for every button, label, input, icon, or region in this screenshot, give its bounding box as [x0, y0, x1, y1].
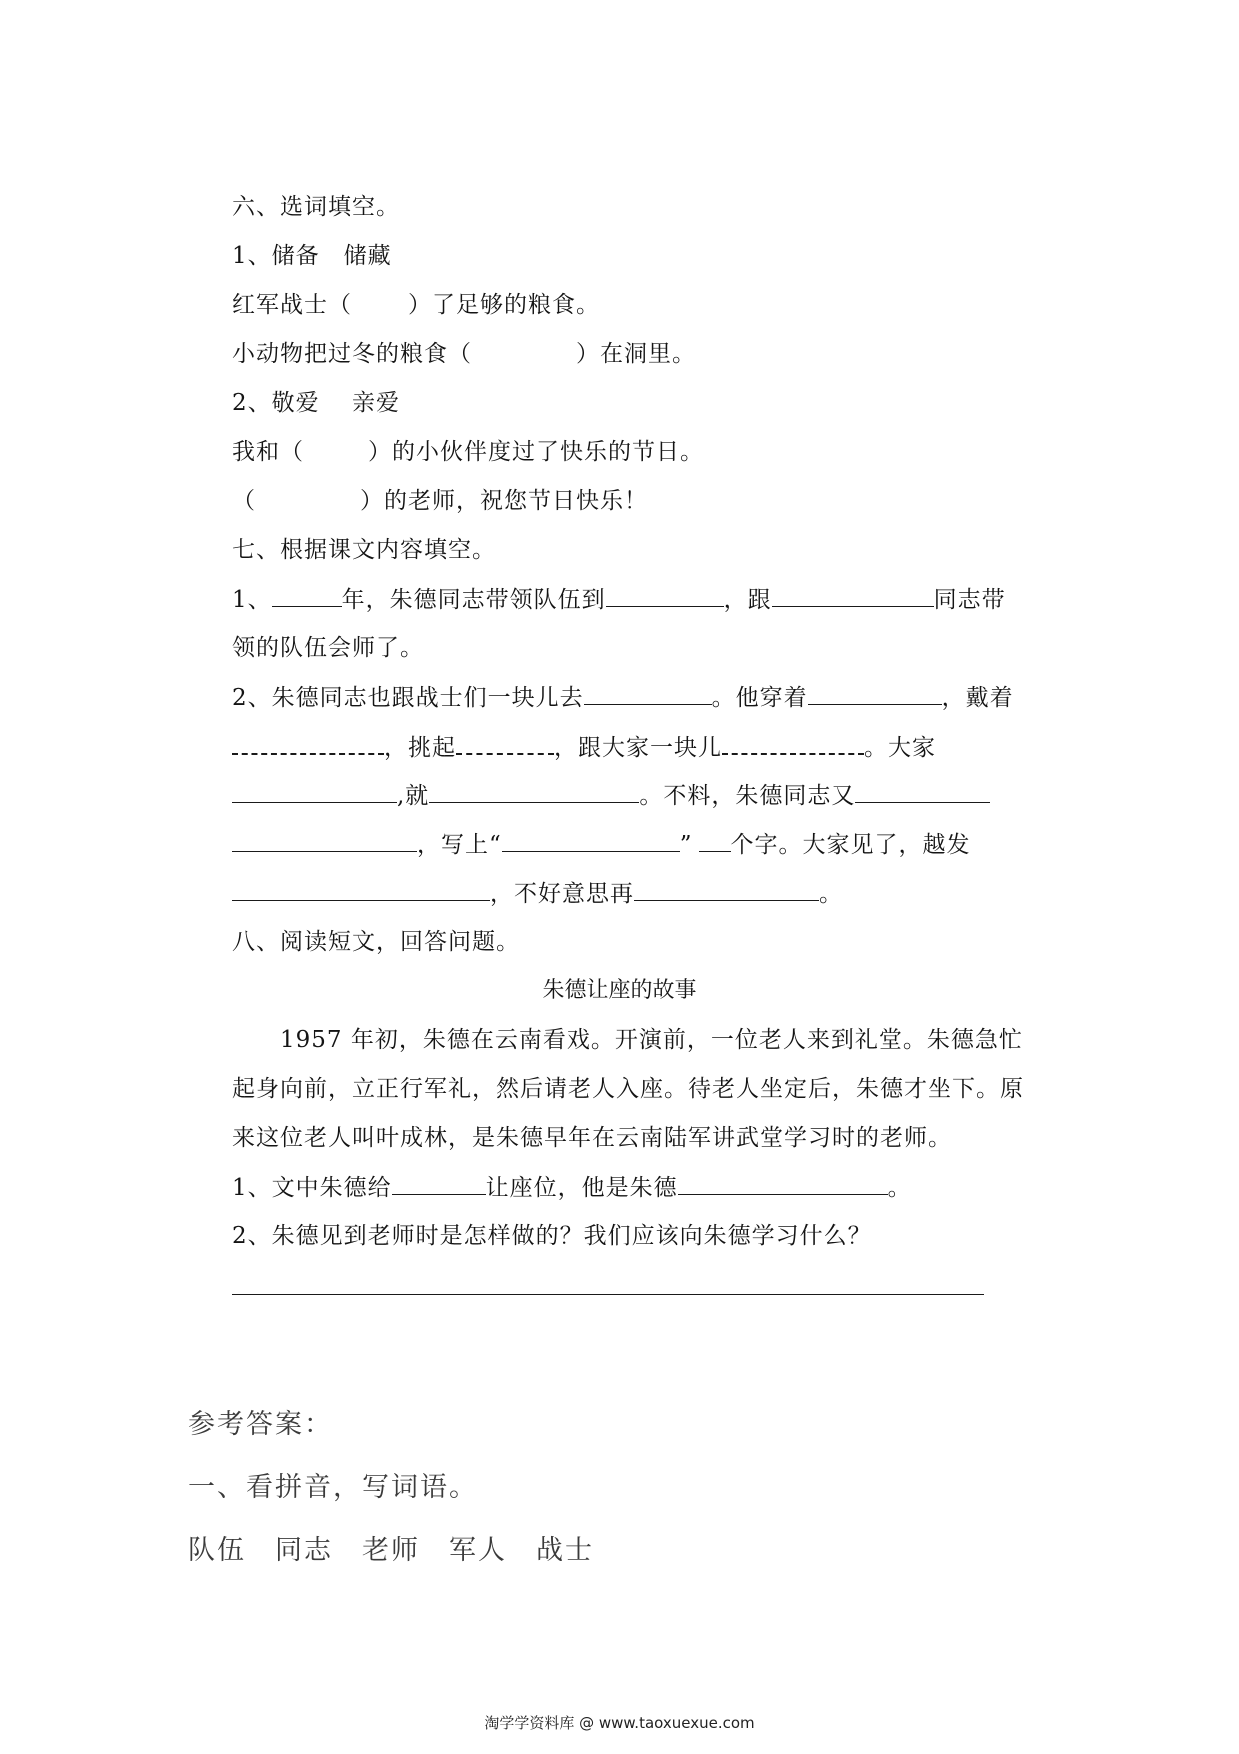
fill-blank[interactable]: [584, 682, 712, 705]
section8-title: 八、阅读短文，回答问题。: [232, 929, 520, 955]
text-fragment: 同志带: [933, 587, 1006, 613]
text-fragment: ，戴着: [941, 685, 1014, 711]
text-fragment: ，挑起: [384, 735, 456, 761]
section7-q2-line1: [232, 682, 1014, 713]
text-fragment: （: [232, 488, 256, 514]
text-fragment: 红军战士（: [232, 292, 352, 318]
section6-q1b: [232, 339, 696, 369]
fill-blank[interactable]: [502, 829, 680, 852]
text-fragment: ”: [679, 832, 693, 858]
section8-q1: [232, 1172, 912, 1203]
text-fragment: 让座位，他是朱德: [485, 1175, 678, 1201]
section7-q2-line3: [232, 780, 990, 811]
story-paragraph-line2: 起身向前，立正行军礼，然后请老人入座。待老人坐定后，朱德才坐下。原: [232, 1076, 1024, 1102]
section7-q2-line4: [232, 829, 971, 860]
answers-heading: 参考答案：: [188, 1409, 333, 1440]
story-paragraph-line1: 1957 年初，朱德在云南看戏。开演前，一位老人来到礼堂。朱德急忙: [280, 1027, 1023, 1053]
fill-blank[interactable]: [456, 731, 554, 755]
text-fragment: ，跟: [723, 587, 772, 613]
fill-blank[interactable]: [678, 1172, 888, 1195]
section6-q1a: [232, 290, 600, 320]
section7-title: 七、根据课文内容填空。: [232, 537, 496, 563]
section7-q1-line1: [232, 584, 1006, 615]
fill-blank[interactable]: [232, 878, 490, 901]
fill-blank[interactable]: [699, 829, 731, 852]
section7-q2-line2: [232, 731, 936, 763]
fill-blank[interactable]: [772, 584, 934, 607]
section7-q2-line5: [232, 878, 843, 909]
text-fragment: 1、: [232, 587, 272, 613]
text-fragment: 1、文中朱德给: [232, 1175, 392, 1201]
text-fragment: 。他穿着: [711, 685, 808, 711]
answers-section1-words: 队伍 同志 老师 军人 战士: [188, 1535, 594, 1566]
text-fragment: 。不料，朱德同志又: [639, 783, 856, 809]
section7-q1-line2: 领的队伍会师了。: [232, 635, 424, 661]
fill-blank[interactable]: [232, 829, 417, 852]
text-fragment: ）的老师，祝您节日快乐！: [360, 488, 648, 514]
text-fragment: 我和（: [232, 439, 304, 465]
section8-q2: 2、朱德见到老师时是怎样做的？我们应该向朱德学习什么？: [232, 1223, 872, 1249]
answers-section1-title: 一、看拼音，写词语。: [188, 1472, 478, 1503]
fill-blank[interactable]: [722, 731, 864, 755]
fill-blank[interactable]: [232, 731, 384, 755]
text-fragment: 。: [887, 1175, 912, 1201]
text-fragment: ,就: [397, 783, 430, 809]
text-fragment: ）了足够的粮食。: [408, 292, 600, 318]
text-fragment: 年，朱德同志带领队伍到: [341, 587, 606, 613]
text-fragment: 小动物把过冬的粮食（: [232, 341, 472, 367]
section6-q2a: [232, 437, 704, 467]
fill-blank[interactable]: [606, 584, 724, 607]
text-fragment: ，写上“: [417, 832, 502, 858]
text-fragment: 。: [819, 881, 843, 907]
section6-q2b: [232, 486, 648, 516]
fill-blank[interactable]: [232, 780, 397, 803]
text-fragment: 2、朱德同志也跟战士们一块儿去: [232, 685, 584, 711]
section6-q1-words: 1、储备 储藏: [232, 243, 392, 269]
footer-watermark: 淘学学资料库 @ www.taoxuexue.com: [484, 1714, 755, 1732]
fill-blank[interactable]: [855, 780, 990, 803]
text-fragment: ，跟大家一块儿: [554, 735, 722, 761]
story-paragraph-line3: 来这位老人叫叶成林，是朱德早年在云南陆军讲武堂学习时的老师。: [232, 1125, 952, 1151]
text-fragment: ）在洞里。: [576, 341, 696, 367]
section6-q2-words: 2、敬爱 亲爱: [232, 390, 400, 416]
fill-blank[interactable]: [429, 780, 639, 803]
section6-title: 六、选词填空。: [232, 194, 400, 220]
fill-blank[interactable]: [392, 1172, 486, 1195]
fill-blank[interactable]: [272, 584, 342, 607]
fill-blank[interactable]: [808, 682, 942, 705]
text-fragment: 个字。大家见了，越发: [730, 832, 971, 858]
fill-blank[interactable]: [634, 878, 819, 901]
text-fragment: ）的小伙伴度过了快乐的节日。: [368, 439, 704, 465]
text-fragment: ，不好意思再: [490, 881, 634, 907]
text-fragment: 。大家: [864, 735, 936, 761]
story-title: 朱德让座的故事: [542, 978, 697, 1003]
answer-rule[interactable]: [232, 1294, 984, 1295]
